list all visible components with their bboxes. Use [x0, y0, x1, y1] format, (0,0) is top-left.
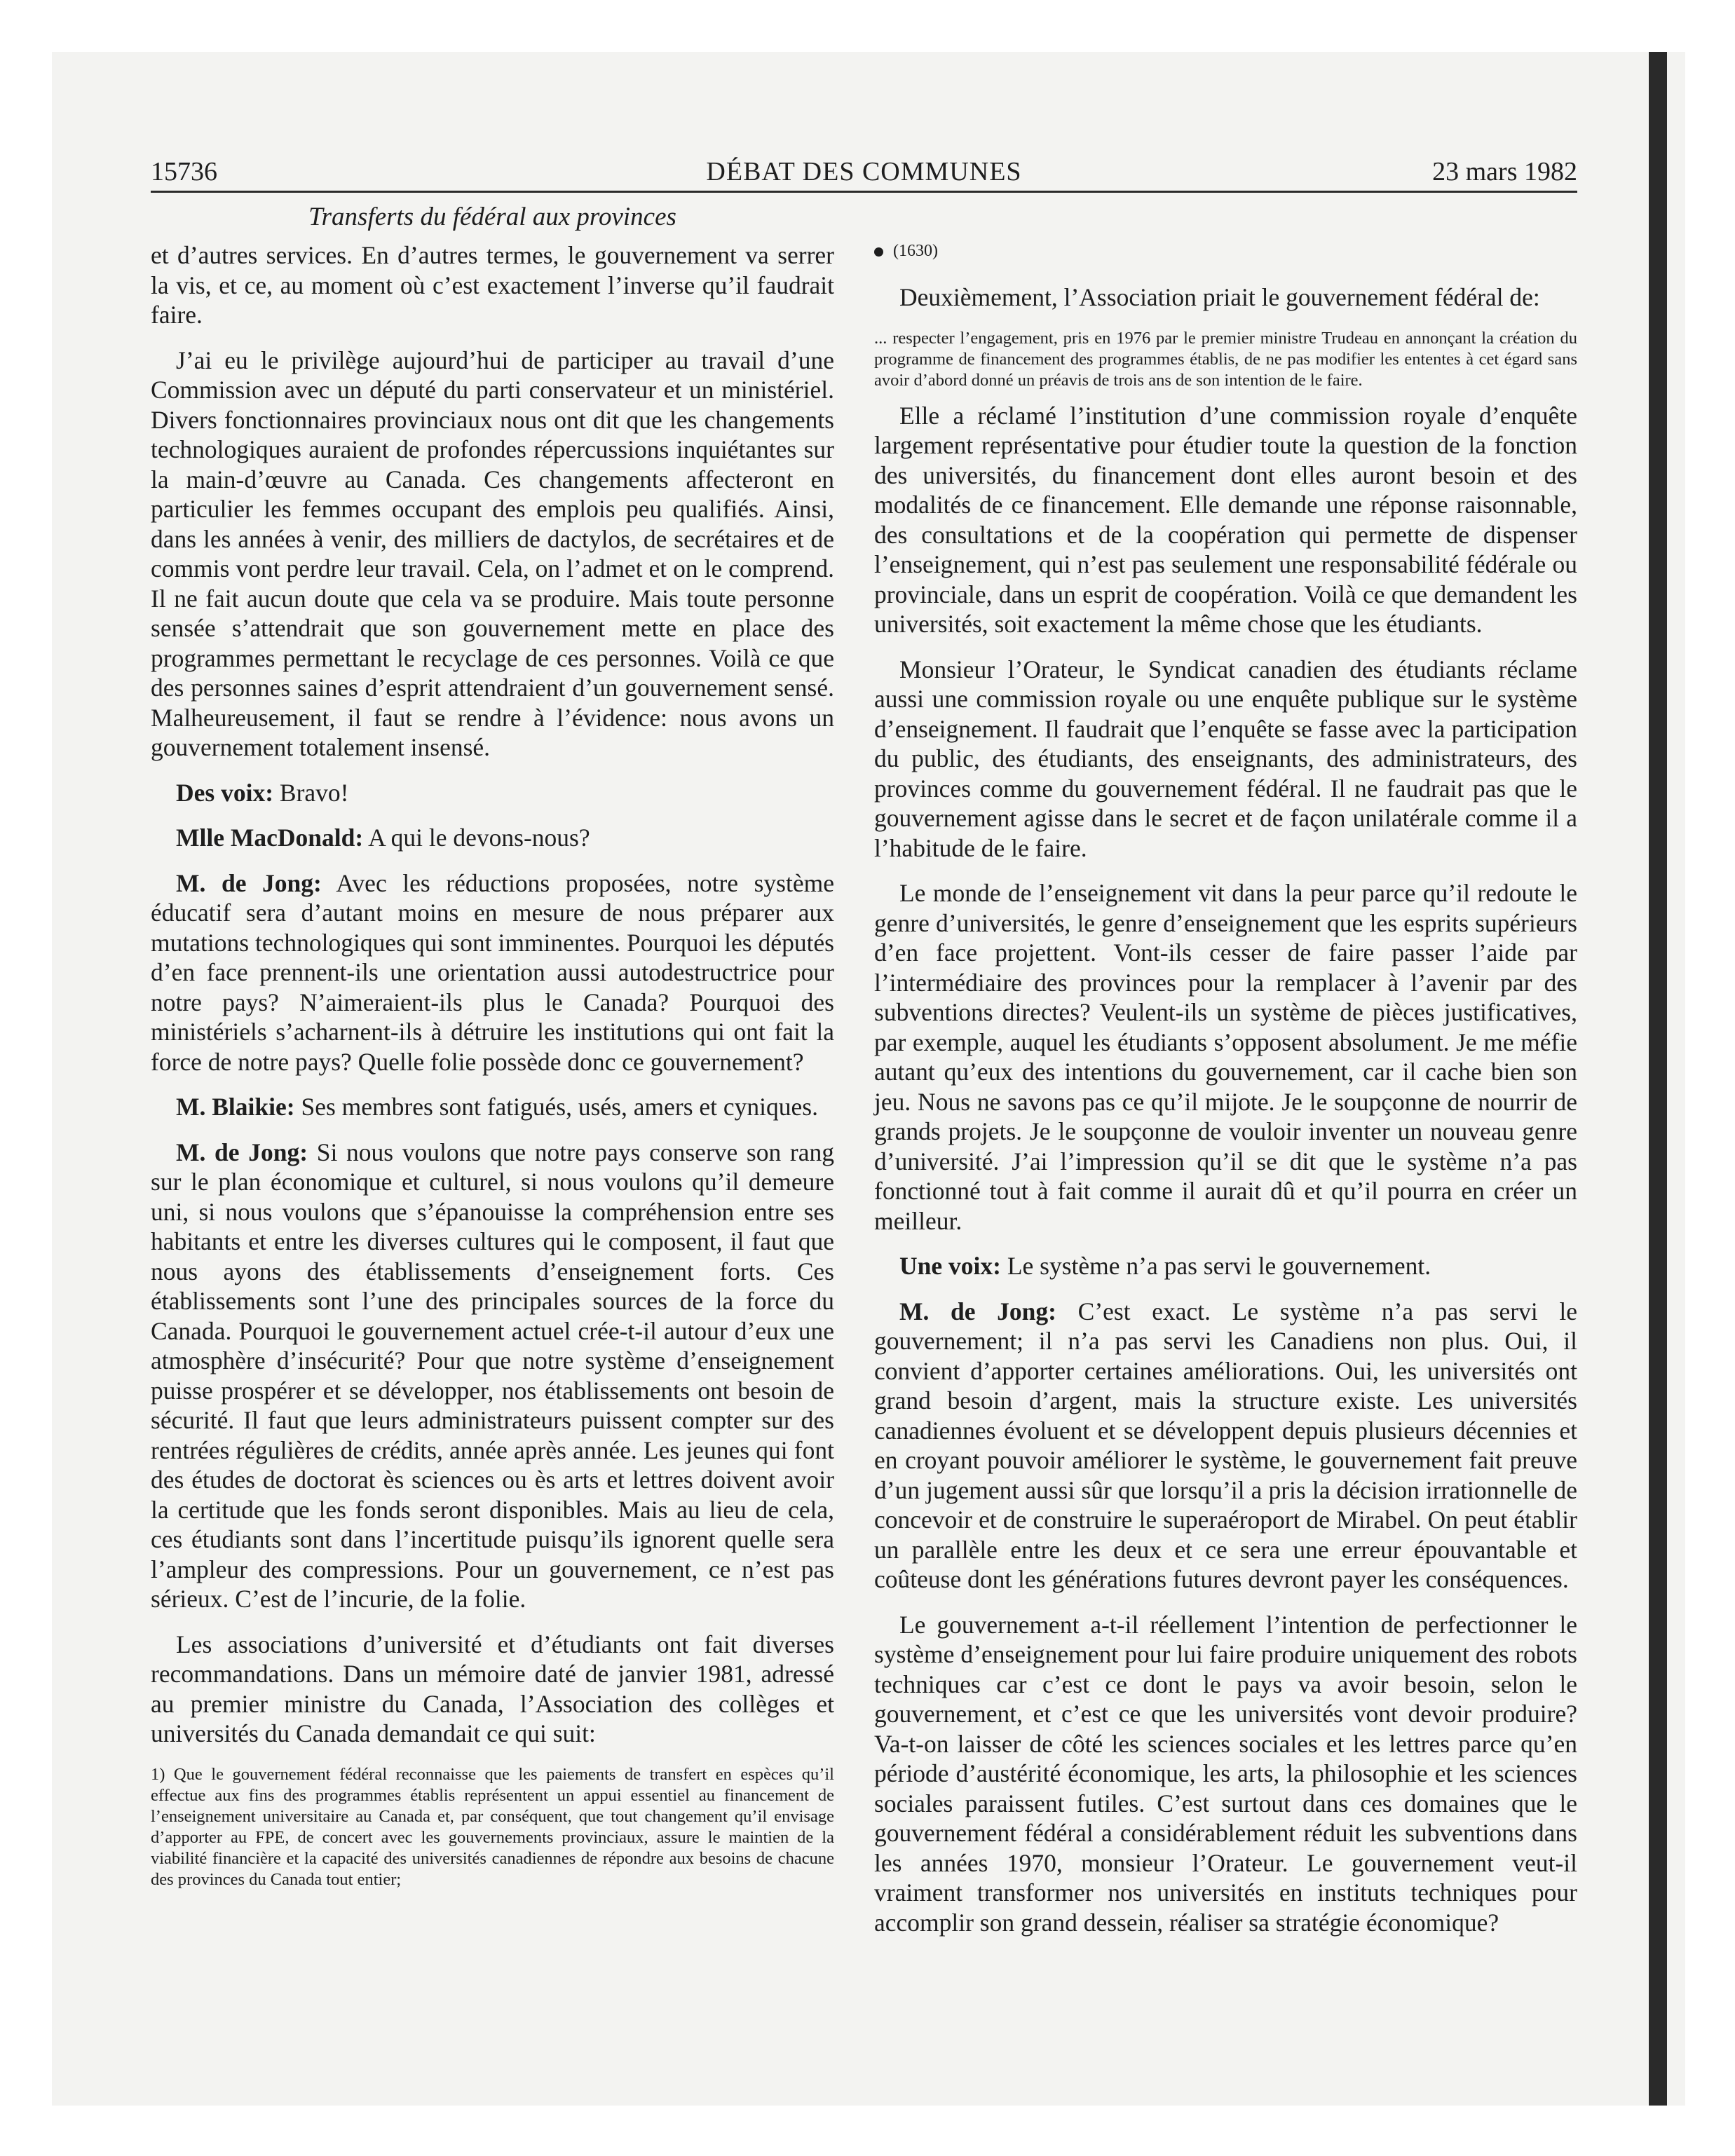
bullet-dot-icon	[874, 247, 883, 257]
paragraph: et d’autres services. En d’autres termes, le gouvernement va serrer la vis, et ce, au moment où c’est exactement l’inverse qu’il faudrait faire.	[151, 241, 834, 329]
speech	[151, 778, 834, 808]
speech	[151, 1138, 834, 1614]
speech	[151, 1092, 834, 1122]
speaker: Une voix:	[899, 1252, 1001, 1280]
paragraph: Le gouvernement a-t-il réellement l’intention de perfectionner le système d’enseignement pour lui faire produire uniquement des robots techniques car c’est ce dont le pays va avoir besoin, selon le gouvernement, et c’est ce que les universités vont devoir produire? Va-t-on laisser de côté les sciences sociales et les lettres parce qu’en période d’austérité économique, les arts, la philosophie et les sciences sociales paraissent futiles. C’est surtout dans ces domaines que le gouvernement fédéral a considérablement réduit les subventions dans les années 1970, monsieur l’Orateur. Le gouvernement veut-il vraiment transformer nos universités en instituts techniques pour accomplir son grand dessein, réaliser sa stratégie économique?	[874, 1610, 1577, 1937]
speaker: M. de Jong:	[176, 1138, 308, 1166]
block-quote: 1) Que le gouvernement fédéral reconnaisse que les paiements de transfert en espèces qu’il effectue aux fins des programmes établis représentent un appui essentiel au financement de l’enseignement universitaire au Canada et, par conséquent, que tout changement qu’il envisage d’apporter au FPE, de concert avec les gouvernements provinciaux, assure le maintien de la viabilité financière et la capacité des universités canadiennes de répondre aux besoins de chacune des provinces du Canada tout entier;	[151, 1764, 834, 1889]
paragraph: Monsieur l’Orateur, le Syndicat canadien des étudiants réclame aussi une commission royale ou une enquête publique sur le système d’enseignement. Il faudrait que l’enquête se fasse avec la participation du public, des étudiants, des enseignants, des administrateurs, des provinces comme du gouvernement fédéral. Il ne faudrait pas que le gouvernement agisse dans le secret et de façon unilatérale comme il a l’habitude de le faire.	[874, 655, 1577, 862]
speech	[151, 823, 834, 853]
paragraph: Deuxièmement, l’Association priait le gouvernement fédéral de:	[899, 283, 1540, 311]
speaker: M. de Jong:	[899, 1297, 1056, 1325]
section-subhead: Transferts du fédéral aux provinces	[308, 203, 676, 231]
speaker: M. Blaikie:	[176, 1093, 295, 1121]
scan-edge-shadow	[1649, 52, 1667, 2106]
right-column	[874, 240, 1577, 1953]
speech-text: Bravo!	[273, 778, 349, 807]
paragraph: Les associations d’université et d’étudiants ont fait diverses recommandations. Dans un mémoire daté de janvier 1981, adressé au premier ministre du Canada, l’Association des collèges et universités du Canada demandait ce qui suit:	[151, 1630, 834, 1747]
speaker: M. de Jong:	[176, 868, 322, 897]
running-header	[151, 156, 1577, 193]
paragraph: J’ai eu le privilège aujourd’hui de participer au travail d’une Commission avec un député du parti conservateur et un ministériel. Divers fonctionnaires provinciaux nous ont dit que les changements technologiques auraient de profondes répercussions inquiétantes sur la main-d’œuvre au Canada. Ces changements affecteront en particulier les femmes occupant des emplois peu qualifiés. Ainsi, dans les années à venir, des milliers de dactylos, de secrétaires et de commis vont perdre leur travail. Cela, on l’admet et on le comprend. Il ne fait aucun doute que cela va se produire. Mais toute personne sensée s’attendrait que son gouvernement mette en place des programmes permettant le recyclage de ces personnes. Voilà ce que des personnes saines d’esprit attendraient d’un gouvernement sensé. Malheureusement, il faut se rendre à l’évidence: nous avons un gouvernement totalement insensé.	[151, 346, 834, 761]
speaker: Mlle MacDonald:	[176, 824, 364, 852]
speech-text: A qui le devons-nous?	[363, 824, 590, 852]
speaker: Des voix:	[176, 778, 274, 807]
speech-text: Si nous voulons que notre pays conserve son rang sur le plan économique et culturel, si nous voulons qu’il demeure uni, si nous voulons que s’épanouisse la compréhension entre ses habitants et entre les diverses cultures qui le composent, il faut que nous ayons des établissements d’enseignement forts. Ces établissements sont l’une des principales sources de la force du Canada. Pourquoi le gouvernement actuel crée-t-il autour d’eux une atmosphère d’insécurité? Pour que notre système d’enseignement puisse prospérer et se développer, nos établissements ont besoin de sécurité. Il faut que leurs administrateurs puissent compter sur des rentrées régulières de crédits, année après année. Les jeunes qui font des études de doctorat ès sciences ou ès arts et lettres doivent avoir la certitude que les fonds seront disponibles. Mais au lieu de cela, ces étudiants sont dans l’incertitude puisqu’ils ignorent quelle sera l’ampleur des compressions. Pour un gouvernement, ce n’est pas sérieux. C’est de l’incurie, de la folie.	[151, 1138, 835, 1613]
speech	[151, 868, 834, 1077]
page-number: 15736	[151, 157, 217, 186]
speech-text: C’est exact. Le système n’a pas servi le gouvernement; il n’a pas servi les Canadiens non plus. Oui, il convient d’apporter certaines améliorations. Oui, les universités ont grand besoin d’argent, mais la structure existe. Les universités canadiennes évoluent et se développent depuis plusieurs décennies et en croyant pouvoir améliorer le système, le gouvernement fait preuve d’un jugement aussi sûr que lorsqu’il a pris la décision irrationnelle de concevoir et de construire le superaéroport de Mirabel. On peut établir un parallèle entre les deux et ce sera une erreur épouvantable et coûteuse dont les générations futures devront payer les conséquences.	[874, 1297, 1577, 1593]
left-column	[151, 240, 834, 1900]
speech-text: Le système n’a pas servi le gouvernement.	[1000, 1252, 1431, 1280]
speech	[874, 1297, 1577, 1595]
time-marker-text: (1630)	[893, 242, 938, 260]
paragraph: Le monde de l’enseignement vit dans la peur parce qu’il redoute le genre d’universités, le genre d’enseignement que les esprits supérieurs d’en face projettent. Vont-ils cesser de faire passer l’aide par l’intermédiaire des provinces pour la remplacer à l’avenir par des subventions directes? Veulent-ils un système de pièces justificatives, par exemple, auquel les étudiants s’opposent absolument. Je me méfie autant qu’eux des intentions du gouvernement, car il cache bien son jeu. Nous ne savons pas ce qu’il mijote. Je le soupçonne de nourrir de grands projets. Je le soupçonne de vouloir inventer un nouveau genre d’université. J’ai l’impression qu’il se dit que le système n’a pas fonctionné tout à fait comme il aurait dû et qu’il pourra en créer un meilleur.	[874, 879, 1577, 1235]
time-marker	[874, 240, 1577, 261]
speech-text: Ses membres sont fatigués, usés, amers et cyniques.	[294, 1093, 818, 1121]
publication-title: DÉBAT DES COMMUNES	[706, 157, 1022, 186]
paragraph: Elle a réclamé l’institution d’une commission royale d’enquête largement représentative pour étudier toute la question de la fonction des universités, du financement dont elles auront besoin et des modalités de ce financement. Elle demande une réponse raisonnable, des consultations et de la coopération qui permette de dispenser l’enseignement, qui n’est pas seulement une responsabilité fédérale ou provinciale, dans un esprit de coopération. Voilà ce que demandent les universités, soit exactement la même chose que les étudiants.	[874, 401, 1577, 638]
block-quote: ... respecter l’engagement, pris en 1976 par le premier ministre Trudeau en annonçant la création du programme de financement des programmes établis, de ne pas modifier les ententes à cet égard sans avoir d’abord donné un préavis de trois ans de son intention de le faire.	[874, 328, 1577, 390]
speech-text: Avec les réductions proposées, notre système éducatif sera d’autant moins en mesure de nous préparer aux mutations technologiques qui sont imminentes. Pourquoi les députés d’en face prennent-ils une orientation aussi autodestructrice pour notre pays? N’aimeraient-ils plus le Canada? Pourquoi des ministériels s’acharnent-ils à détruire les institutions qui ont fait la force de notre pays? Quelle folie possède donc ce gouvernement?	[151, 868, 834, 1076]
speech	[874, 1251, 1577, 1281]
publication-date: 23 mars 1982	[1432, 157, 1577, 186]
